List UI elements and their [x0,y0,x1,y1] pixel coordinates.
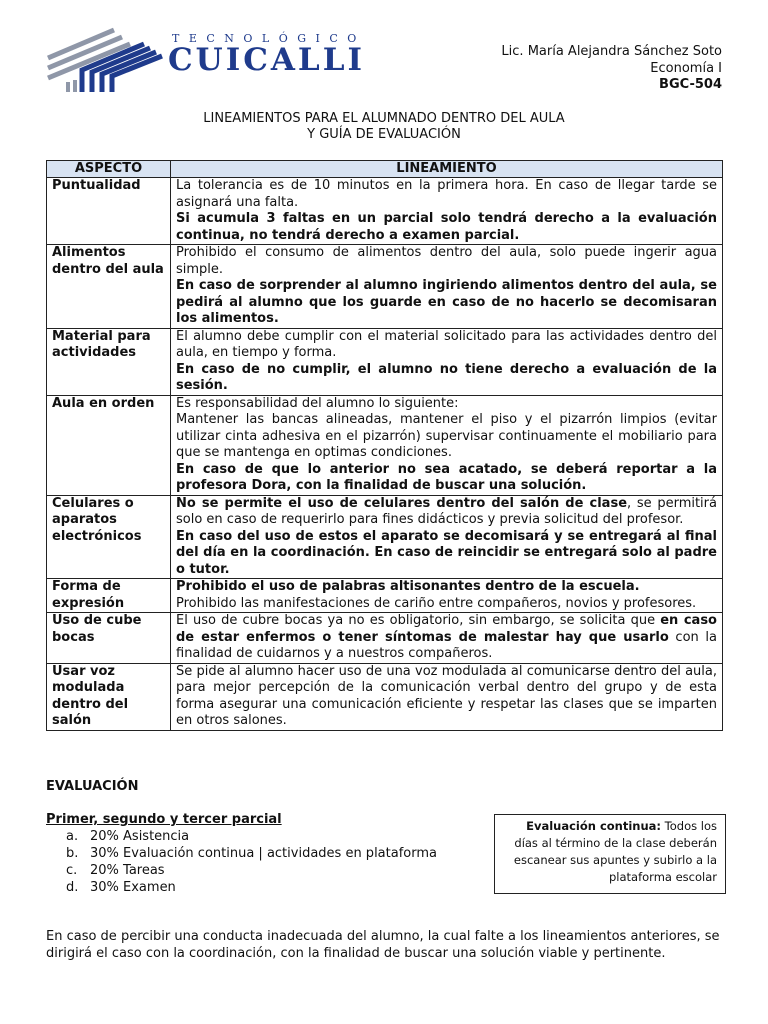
row-aspect: Puntualidad [47,178,171,245]
partial-heading: Primer, segundo y tercer parcial [46,812,282,827]
rule-text: Es responsabilidad del alumno lo siguiente: [176,395,459,411]
row-aspect: Celulares o aparatos electrónicos [47,495,171,579]
evaluation-list [66,828,437,896]
row-rule [171,395,723,495]
list-item [66,845,437,862]
rule-text-tail: con la finalidad de cuidarnos y a nuestros compañeros. [176,629,718,661]
list-marker: b. [66,846,79,861]
rule-text: Mantener las bancas alineadas, mantener el piso y el pizarrón limpios (evitar utilizar cinta adhesiva en el pizarrón) supervisar continuamente el mobiliario para que se mantenga en optimas condiciones. [176,412,717,460]
rule-text: La tolerancia es de 10 minutos en la primera hora. En caso de llegar tarde se asignará una falta. [176,178,717,210]
table-row [47,663,723,730]
document-title [0,111,768,143]
guidelines-table [46,160,723,731]
course-code: BGC-504 [659,77,722,92]
list-item-text: 30% Evaluación continua | actividades en plataforma [90,846,437,861]
rule-text-tail: , se permitirá solo en caso de requerirlo para fines didácticos y previa solicitud del profesor. [176,495,717,527]
header-aspect: ASPECTO [47,161,171,178]
rule-consequence: En caso del uso de estos el aparato se decomisará y se entregará al final del día en la coordinación. En caso de reincidir se entregará solo al padre o tutor. [176,528,717,577]
rule-text-lead: El uso de cubre bocas ya no es obligatorio, sin embargo, se solicita que [176,613,661,628]
box-text: Todos los días al término de la clase deberán escanear sus apuntes y subirlo a la plataforma escolar [513,819,717,884]
table-row [47,395,723,495]
row-rule [171,178,723,245]
rule-consequence: En caso de que lo anterior no sea acatado, se deberá reportar a la profesora Dora, con la finalidad de buscar una solución. [176,461,717,493]
rule-text: Prohibido las manifestaciones de cariño entre compañeros, novios y profesores. [176,595,697,611]
list-item [66,828,437,845]
rule-consequence: Prohibido el uso de palabras altisonantes dentro de la escuela. [176,579,640,594]
list-marker: c. [66,863,78,878]
continuous-evaluation-box [494,814,726,894]
rule-bold-lead: No se permite el uso de celulares dentro del salón de clase [176,495,628,511]
closing-paragraph: En caso de percibir una conducta inadecuada del alumno, la cual falte a los lineamientos anteriores, se dirigirá el caso con la coordinación, con la finalidad de buscar una solución viable y pertinente. [46,929,720,961]
evaluation-heading: EVALUACIÓN [46,779,139,794]
row-aspect: Material para actividades [47,328,171,395]
rule-bold-middle: en caso de estar enfermos o tener síntomas de malestar hay que usarlo [176,613,717,645]
table-row [47,613,723,664]
title-line-2: Y GUÍA DE EVALUACIÓN [307,127,461,142]
table-row [47,495,723,579]
logo-stripes-icon [44,26,166,98]
table-header-row [47,161,723,178]
list-item [66,862,437,879]
document-header [0,0,768,100]
row-rule [171,663,723,730]
table-row [47,178,723,245]
rule-consequence: En caso de sorprender al alumno ingiriendo alimentos dentro del aula, se pedirá al alumno que los guarde en caso de no hacerlo se decomisaran los alimentos. [176,278,717,326]
table-row [47,245,723,329]
subject-name: Economía I [650,60,722,76]
row-aspect: Uso de cube bocas [47,613,171,664]
table-row [47,579,723,613]
logo-top-text: TECNOLÓGICO [172,32,366,45]
teacher-block [501,44,722,94]
rule-text [176,496,717,529]
logo-name: CUICALLI [168,42,366,78]
list-item-text: 30% Examen [90,880,176,895]
table-row [47,328,723,395]
list-item-text: 20% Asistencia [90,829,190,844]
rule-text: Prohibido el consumo de alimentos dentro del aula, solo puede ingerir agua simple. [176,245,717,277]
row-rule [171,328,723,395]
rule-consequence: En caso de no cumplir, el alumno no tiene derecho a evaluación de la sesión. [176,361,717,393]
list-marker: a. [66,829,79,844]
row-aspect: Usar voz modulada dentro del salón [47,663,171,730]
list-marker: d. [66,880,79,895]
row-rule [171,245,723,329]
rule-text: El alumno debe cumplir con el material solicitado para las actividades dentro del aula, en tiempo y forma. [176,328,717,360]
box-label: Evaluación continua: [526,819,662,833]
teacher-name: Lic. María Alejandra Sánchez Soto [501,44,722,59]
row-aspect: Alimentos dentro del aula [47,245,171,329]
title-line-1: LINEAMIENTOS PARA EL ALUMNADO DENTRO DEL AULA [203,111,565,126]
rule-consequence: Si acumula 3 faltas en un parcial solo tendrá derecho a la evaluación continua, no tendrá derecho a examen parcial. [176,211,717,243]
row-aspect: Aula en orden [47,395,171,495]
list-item-text: 20% Tareas [90,863,165,878]
list-item [66,879,437,896]
rule-text: Se pide al alumno hacer uso de una voz modulada al comunicarse dentro del aula, para mejor percepción de la comunicación verbal dentro del grupo y de esta forma asegurar una comunicación eficiente y respetar las clases que se imparten en otros salones. [176,663,717,728]
row-rule [171,613,723,664]
row-rule [171,495,723,579]
rule-text [176,613,717,663]
row-rule [171,579,723,613]
school-logo [44,26,404,98]
header-rule: LINEAMIENTO [171,161,723,178]
row-aspect: Forma de expresión [47,579,171,613]
